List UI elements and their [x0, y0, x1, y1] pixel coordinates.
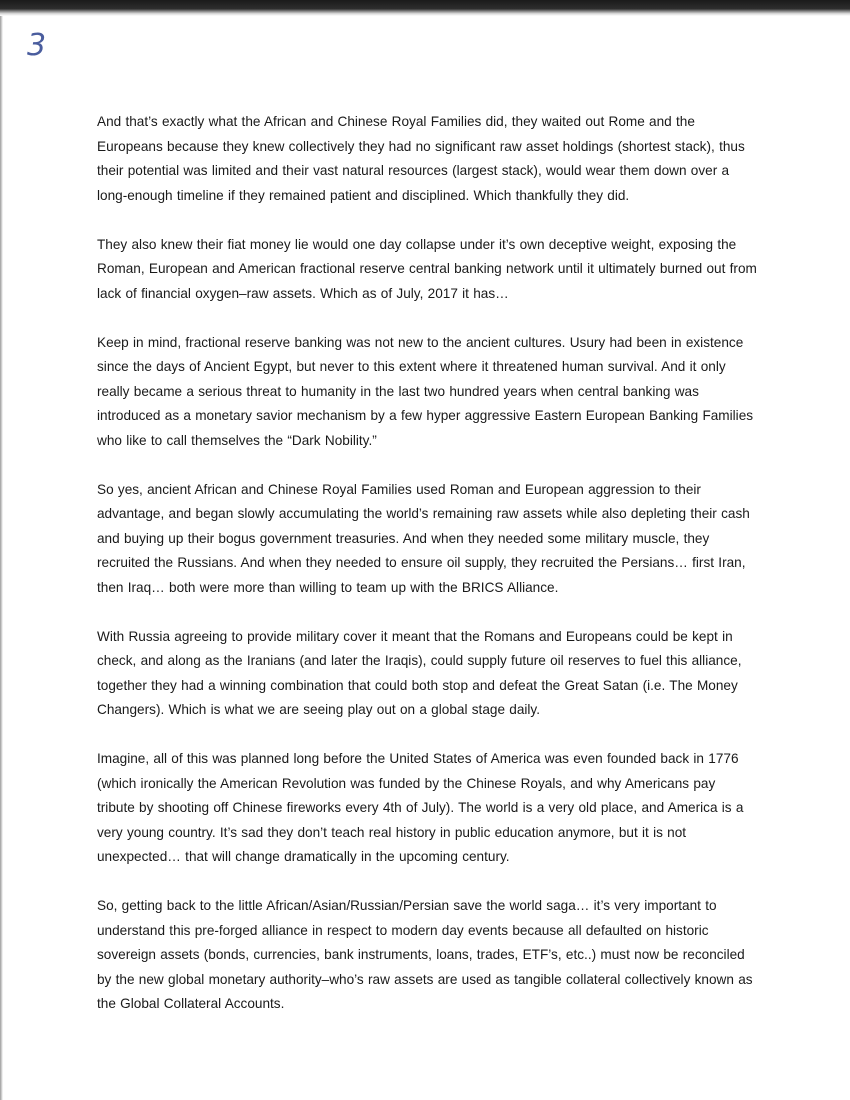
scan-edge-top — [0, 0, 850, 16]
paragraph-4: So yes, ancient African and Chinese Royal Families used Roman and European aggression to their advantage, and began slowly accumulating the world’s remaining raw assets while also depleting their cash and buying up their bogus government treasuries. And when they needed some military muscle, they recruited the Russians. And when they needed to ensure oil supply, they recruited the Persians… first Iran, then Iraq… both were more than willing to team up with the BRICS Alliance. — [97, 481, 750, 595]
paragraph-1: And that’s exactly what the African and Chinese Royal Families did, they waited out Rome and the Europeans because they knew collectively they had no significant raw asset holdings (shortest stack), thus their potential was limited and their vast natural resources (largest stack), would wear them down over a long-enough timeline if they remained patient and disciplined. Which thankfully they did. — [97, 114, 745, 203]
paragraph-3: Keep in mind, fractional reserve banking was not new to the ancient cultures. Usury had been in existence since the days of Ancient Egypt, but never to this extent where it threatened human survival. And it only really became a serious threat to humanity in the last two hundred years when central banking was introduced as a monetary savior mechanism by a few hyper aggressive Eastern European Banking Families who like to call themselves the “Dark Nobility.” — [97, 334, 754, 448]
paragraph-2: They also knew their fiat money lie would one day collapse under it’s own deceptive weight, exposing the Roman, European and American fractional reserve central banking network until it ultimately burned out from lack of financial oxygen–raw assets. Which as of July, 2017 it has… — [97, 236, 757, 301]
scan-edge-left — [0, 16, 3, 1100]
paragraph-7: So, getting back to the little African/Asian/Russian/Persian save the world saga… it’s very important to understand this pre-forged alliance in respect to modern day events because all defaulted on historic sovereign assets (bonds, currencies, bank instruments, loans, trades, ETF’s, etc..) must now be reconciled by the new global monetary authority–who’s raw assets are used as tangible collateral collectively known as the Global Collateral Accounts. — [97, 898, 753, 1011]
paragraph-6: Imagine, all of this was planned long before the United States of America was even founded back in 1776 (which ironically the American Revolution was funded by the Chinese Royals, and why Americans pay tribute by shooting off Chinese fireworks every 4th of July). The world is a very old place, and America is a very young country. It’s sad they don’t teach real history in public education anymore, but it is not unexpected… that will change dramatically in the upcoming century. — [97, 751, 744, 864]
document-body — [97, 110, 757, 1017]
paragraph-5: With Russia agreeing to provide military cover it meant that the Romans and Europeans could be kept in check, and along as the Iranians (and later the Iraqis), could supply future oil reserves to fuel this alliance, together they had a winning combination that could both stop and defeat the Great Satan (i.e. The Money Changers). Which is what we are seeing play out on a global stage daily. — [97, 628, 742, 717]
handwritten-page-number: 3 — [27, 28, 47, 63]
